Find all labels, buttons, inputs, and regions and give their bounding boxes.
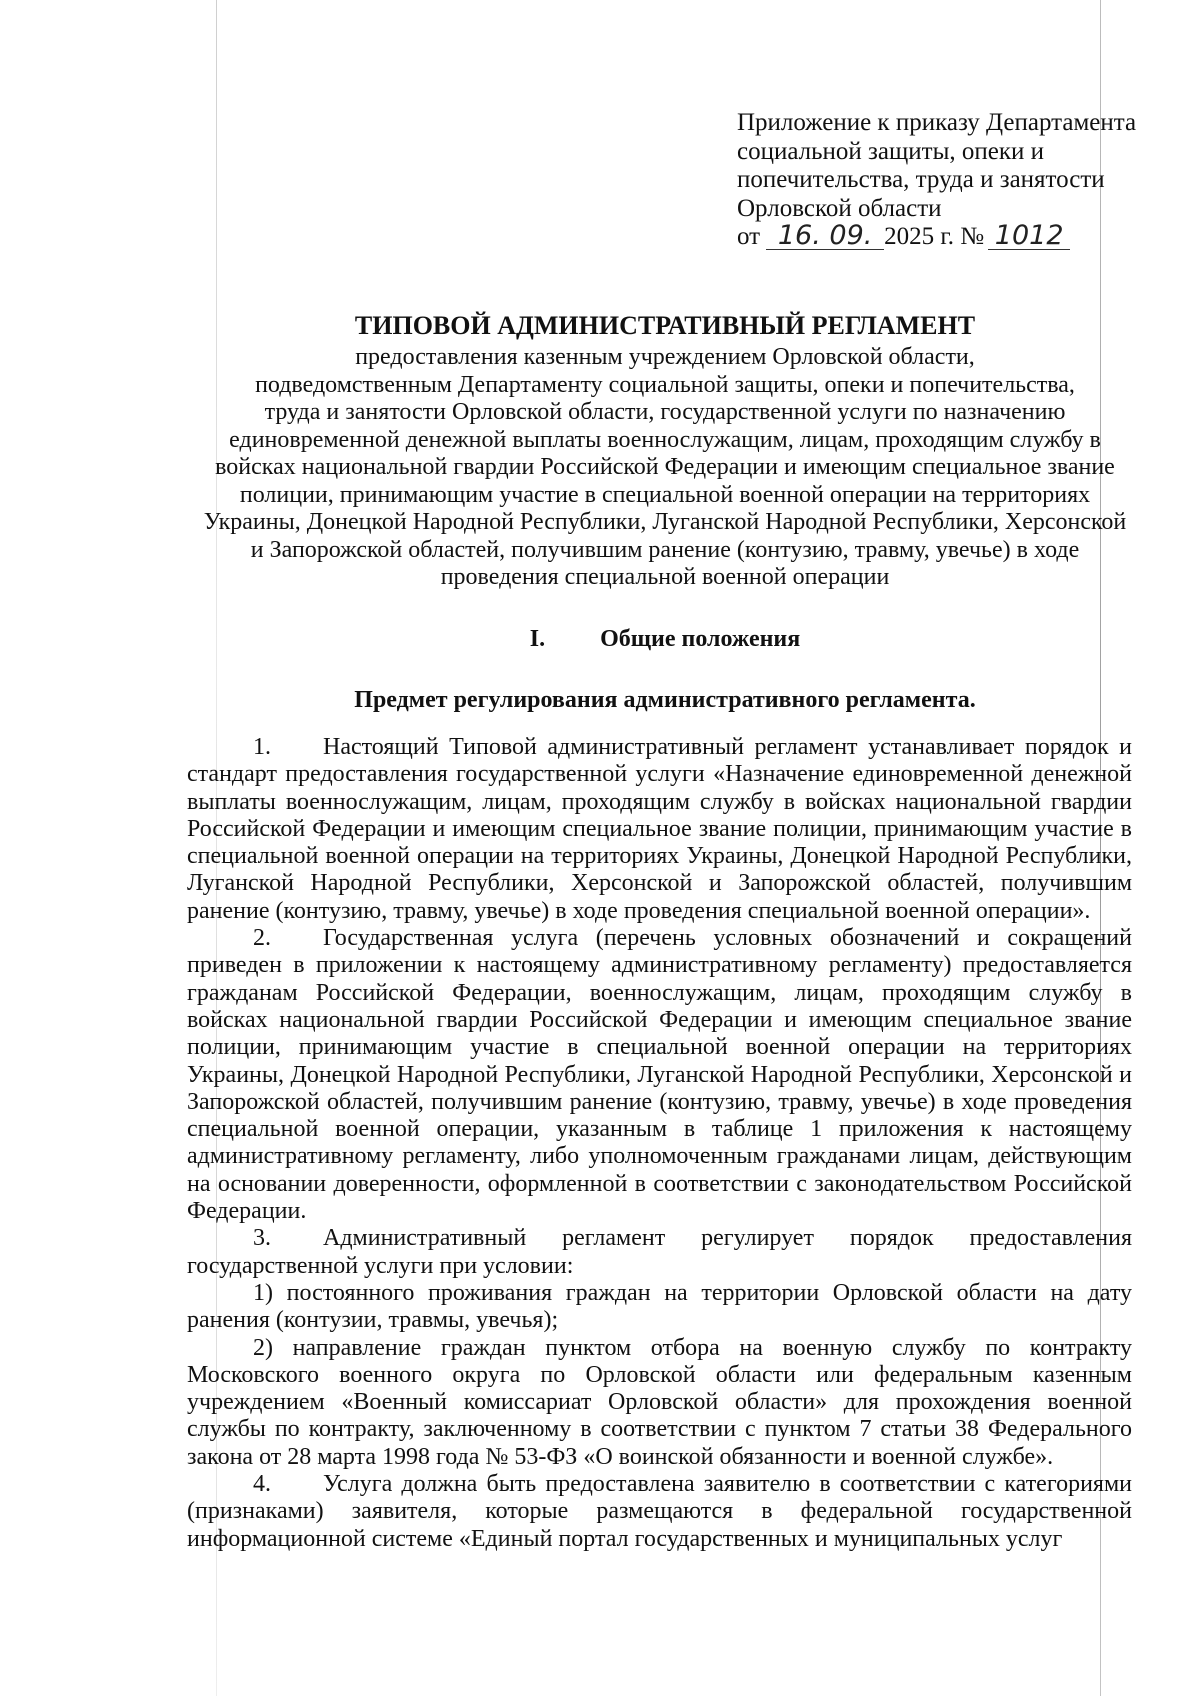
paragraph-number: 4. [253, 1471, 271, 1498]
section-title: Общие положения [600, 626, 801, 652]
approval-line: Приложение к приказу Департамента [737, 109, 1137, 136]
subtitle-line: предоставления казенным учреждением Орловской области, [355, 344, 975, 370]
subtitle-line: труда и занятости Орловской области, государственной услуги по назначению [264, 399, 1066, 425]
handwritten-order-number: 1012 [988, 223, 1070, 250]
paragraph [187, 1225, 1132, 1280]
document-title: ТИПОВОЙ АДМИНИСТРАТИВНЫЙ РЕГЛАМЕНТ [354, 311, 976, 340]
paragraph [187, 925, 1132, 1225]
paragraph [187, 1471, 1132, 1553]
paragraph-text: Настоящий Типовой административный регламент устанавливает порядок и стандарт предоставления государственной услуги «Назначение единовременной денежной выплаты военнослужащим, лицам, проходящим службу в войсках национальной гвардии Российской Федерации и имеющим специальное звание полиции, принимающим участие в специальной военной операции на территориях Украины, Донецкой Народной Республики, Луганской Народной Республики, Херсонской и Запорожской областей, получившим ранение (контузию, травму, увечье) в ходе проведения специальной военной операции». [187, 734, 1132, 924]
approval-line: социальной защиты, опеки и [737, 137, 1045, 165]
paragraph-number: 1. [253, 734, 271, 760]
paragraph-text: 2) направление граждан пунктом отбора на военную службу по контракту Московского военного округа по Орловской области или федеральным казенным учреждением «Военный комиссариат Орловской области» для прохождения военной службы по контракту, заключенному в соответствии с пунктом 7 статьи 38 Федерального закона от 28 марта 1998 года № 53-ФЗ «О воинской обязанности и военной службе». [187, 1334, 1132, 1470]
approval-line: попечительства, труда и занятости [737, 166, 1105, 193]
subtitle-line: подведомственным Департаменту социальной защиты, опеки и попечительства, [255, 371, 1075, 398]
paragraph-text: Услуга должна быть предоставлена заявителю в соответствии с категориями (признаками) заявителя, которые размещаются в федеральной государственной информационной системе «Единый портал государственных и муниципальных услуг [187, 1471, 1132, 1552]
subtitle-line: и Запорожской областей, получившим ранение (контузию, травму, увечье) в ходе [250, 536, 1080, 563]
subtitle-line: единовременной денежной выплаты военнослужащим, лицам, проходящим службу в [229, 426, 1101, 453]
subtitle-line: Украины, Донецкой Народной Республики, Луганской Народной Республики, Херсонской [203, 509, 1127, 535]
subtitle-line: проведения специальной военной операции [440, 564, 890, 590]
paragraph-text: 1) постоянного проживания граждан на территории Орловской области на дату ранения (контузии, травмы, увечья); [187, 1279, 1132, 1334]
approval-date-line [737, 220, 1136, 252]
paragraph-text: Государственная услуга (перечень условных обозначений и сокращений приведен в приложении к настоящему административному регламенту) предоставляется гражданам Российской Федерации, военнослужащим, лицам, проходящим службу в войсках национальной гвардии Российской Федерации и имеющим специальное звание полиции, принимающим участие в специальной военной операции на территориях Украины, Донецкой Народной Республики, Луганской Народной Республики, Херсонской и Запорожской областей, получившим ранение (контузию, травму, увечье) в ходе проведения специальной военной операции, указанным в таблице 1 приложения к настоящему административному регламенту, либо уполномоченным гражданами лицам, действующим на основании доверенности, оформленной в соответствии с законодательством Российской Федерации. [187, 925, 1132, 1225]
subtitle-line: полиции, принимающим участие в специальной военной операции на территориях [239, 481, 1091, 508]
paragraph [187, 734, 1132, 925]
paragraph [187, 1280, 1132, 1335]
document-body [187, 734, 1132, 1553]
approval-line: Орловской области [737, 194, 942, 222]
paragraph [187, 1335, 1132, 1471]
subsection-heading: Предмет регулирования административного регламента. [354, 687, 976, 713]
year-label: 2025 г. № [884, 223, 985, 250]
paragraph-text: Административный регламент регулирует порядок предоставления государственной услуги при условии: [187, 1225, 1132, 1279]
document-subtitle [195, 344, 1135, 592]
section-heading [200, 626, 1130, 653]
subtitle-line: войсках национальной гвардии Российской Федерации и имеющим специальное звание [215, 454, 1115, 480]
paragraph-number: 3. [253, 1225, 271, 1252]
approval-block [737, 109, 1136, 252]
section-number: I. [529, 626, 546, 652]
paragraph-number: 2. [253, 925, 271, 952]
from-label: от [737, 223, 761, 250]
handwritten-date: 16. 09. [766, 223, 884, 250]
